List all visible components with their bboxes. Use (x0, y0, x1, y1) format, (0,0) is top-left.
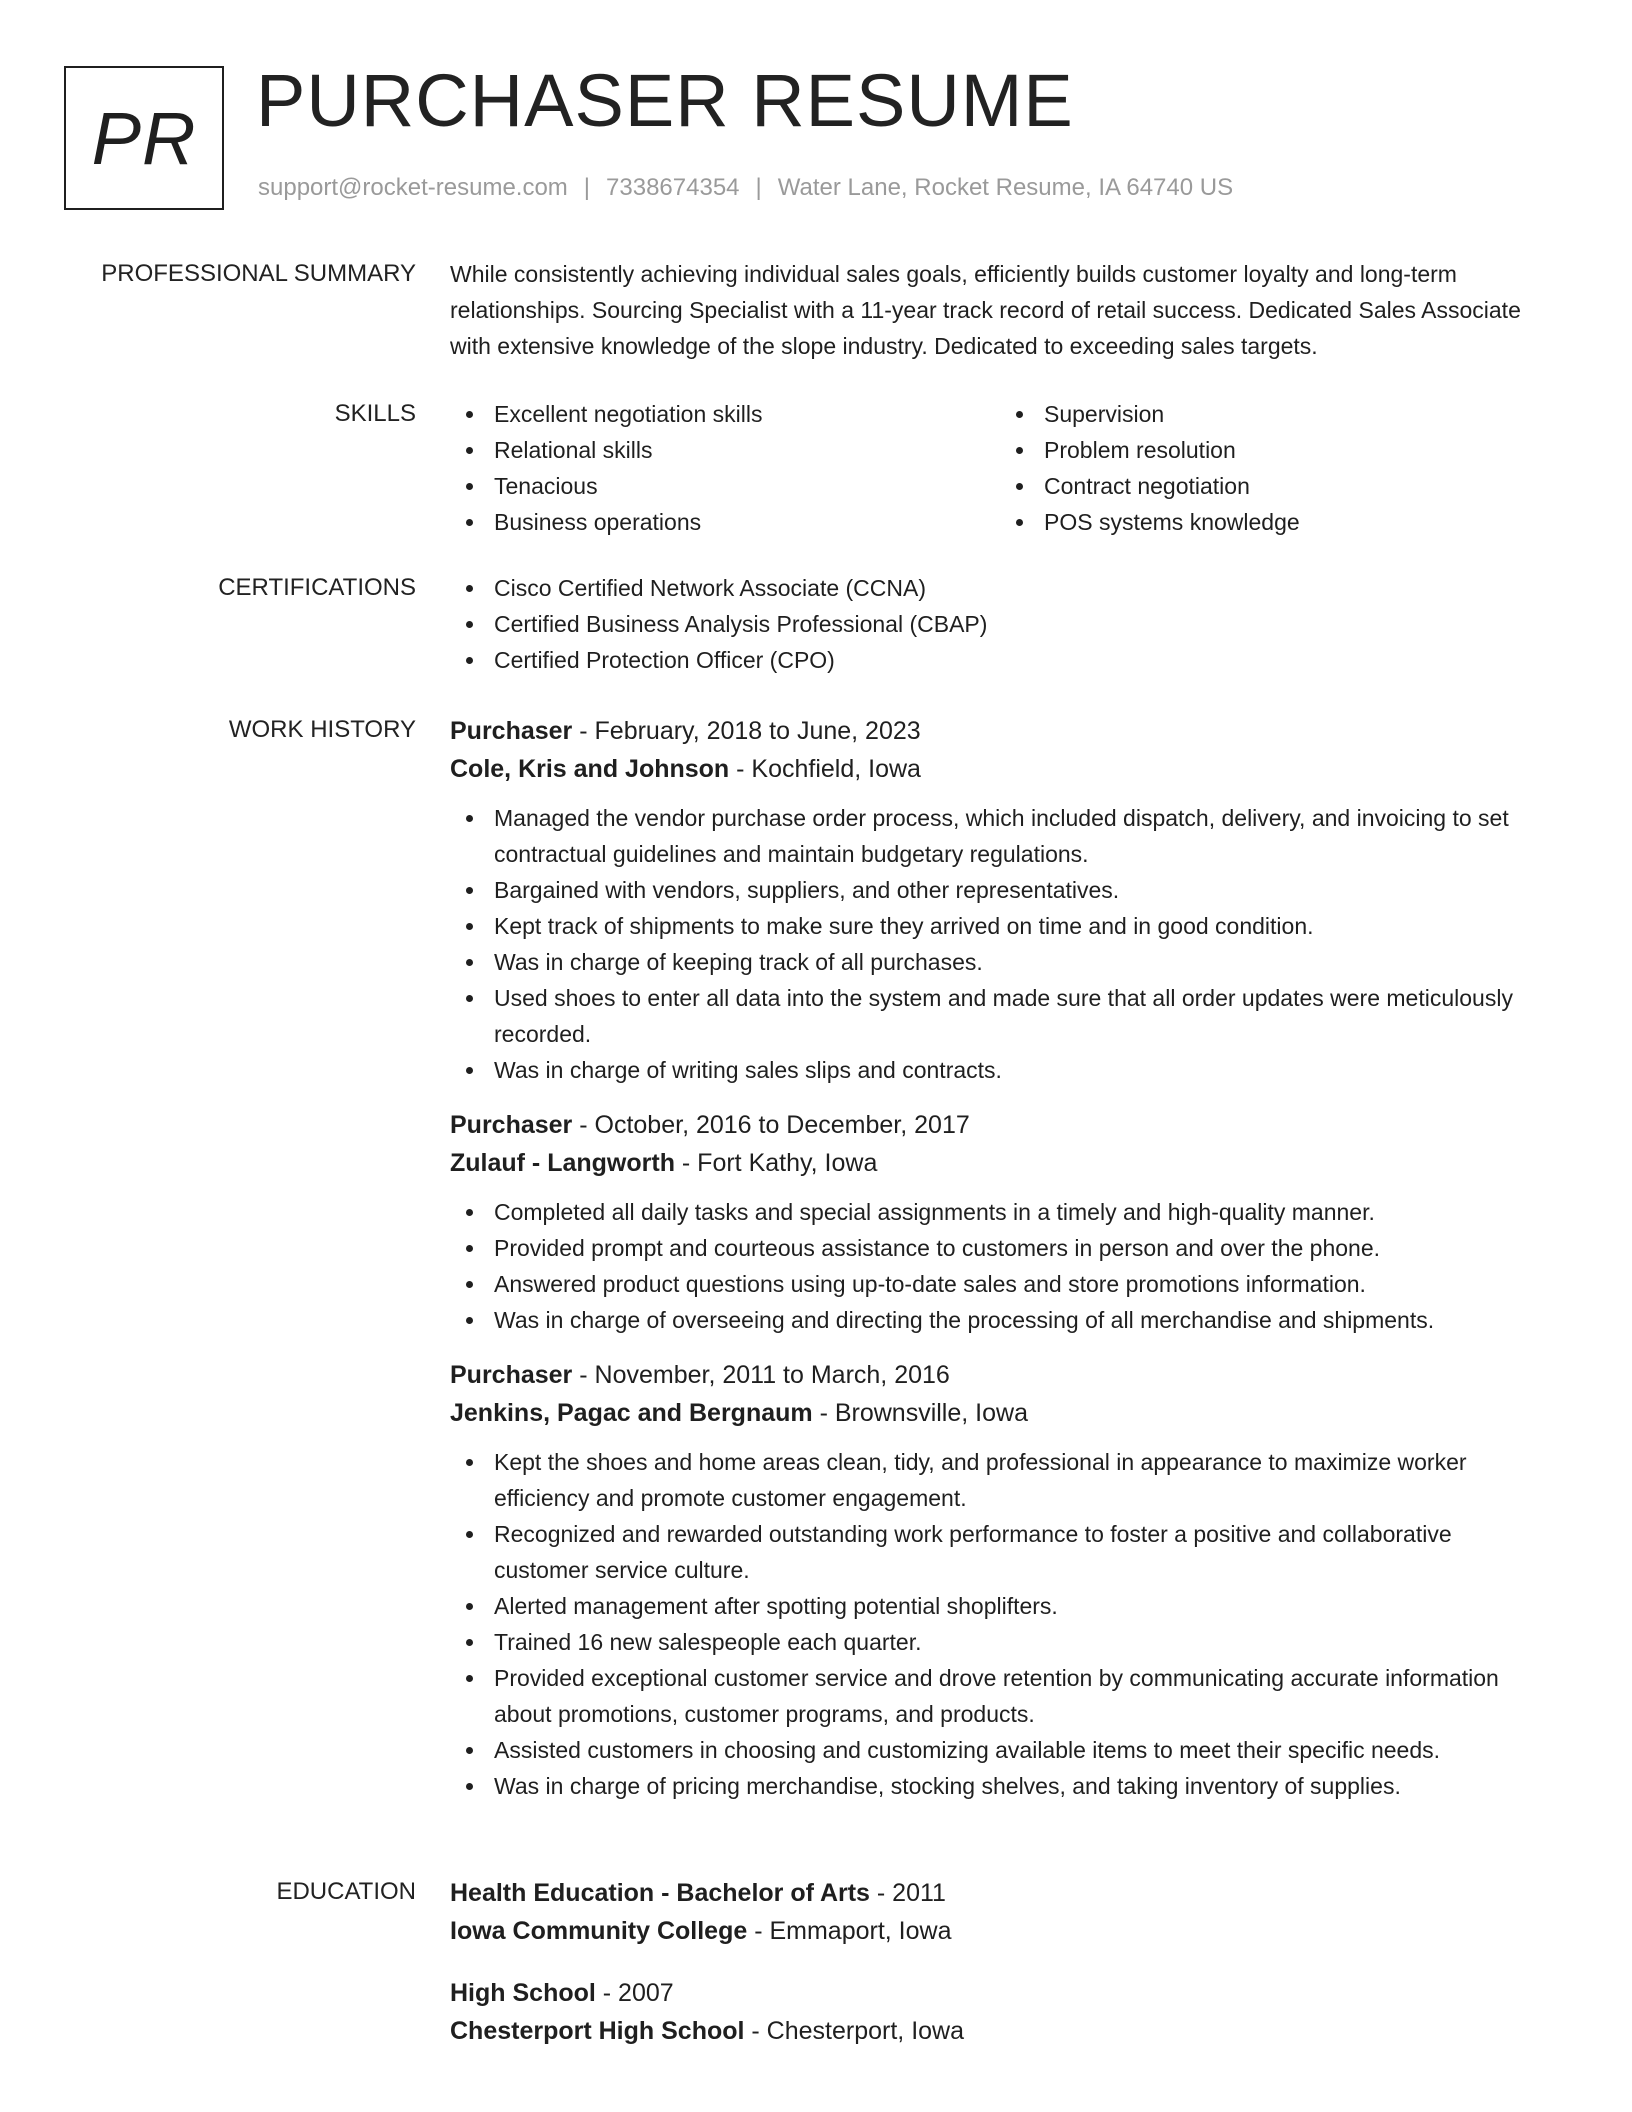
skill-item: Tenacious (450, 468, 1000, 504)
certifications-heading: CERTIFICATIONS (218, 574, 416, 601)
skills-heading: SKILLS (334, 400, 416, 427)
skill-item: Problem resolution (1000, 432, 1550, 468)
certifications-list (450, 570, 1550, 678)
page-title: PURCHASER RESUME (256, 59, 1074, 142)
contact-phone[interactable]: 7338674354 (606, 174, 740, 201)
education-location: - Emmaport, Iowa (747, 1917, 952, 1945)
skill-item: Excellent negotiation skills (450, 396, 1000, 432)
job-dates: - November, 2011 to March, 2016 (572, 1361, 950, 1389)
job-duty: Was in charge of overseeing and directing the processing of all merchandise and shipments. (450, 1302, 1550, 1338)
contact-separator: | (583, 174, 591, 201)
skills-list-right (1000, 396, 1550, 540)
job-location: - Fort Kathy, Iowa (674, 1149, 878, 1177)
monogram-badge (64, 66, 224, 210)
monogram-initials: PR (91, 96, 197, 180)
skills-body (450, 396, 1550, 540)
job-title-line (450, 1106, 1550, 1144)
job-duty: Completed all daily tasks and special assignments in a timely and high-quality manner. (450, 1194, 1550, 1230)
skill-item: Contract negotiation (1000, 468, 1550, 504)
contact-separator: | (755, 174, 762, 201)
job-dates: - October, 2016 to December, 2017 (572, 1111, 970, 1139)
education-degree-line (450, 1974, 1550, 2012)
job-location: - Brownsville, Iowa (812, 1399, 1028, 1427)
skills-list-left (450, 396, 1000, 540)
job-duty: Was in charge of pricing merchandise, stocking shelves, and taking inventory of supplies. (450, 1768, 1550, 1804)
job-duty: Provided exceptional customer service and drove retention by communicating accurate information about promotions, customer programs, and products. (450, 1660, 1550, 1732)
job-entry (450, 1356, 1550, 1804)
job-duty: Was in charge of writing sales slips and contracts. (450, 1052, 1550, 1088)
job-entry (450, 1106, 1550, 1338)
education-heading: EDUCATION (276, 1878, 416, 1905)
education-degree: Health Education - Bachelor of Arts (450, 1879, 870, 1907)
summary-heading: PROFESSIONAL SUMMARY (101, 260, 416, 287)
job-title: Purchaser (450, 1111, 573, 1139)
job-duty: Alerted management after spotting potential shoplifters. (450, 1588, 1550, 1624)
job-duty: Kept the shoes and home areas clean, tidy, and professional in appearance to maximize worker efficiency and promote customer engagement. (450, 1444, 1550, 1516)
education-entry (450, 1874, 1550, 1950)
job-title-line (450, 1356, 1550, 1394)
job-duty: Used shoes to enter all data into the system and made sure that all order updates were meticulously recorded. (450, 980, 1550, 1052)
job-entry (450, 712, 1550, 1088)
job-duty: Was in charge of keeping track of all purchases. (450, 944, 1550, 980)
resume-header (64, 59, 1564, 212)
job-title: Purchaser (450, 717, 573, 745)
certification-item: Certified Business Analysis Professional (CBAP) (450, 606, 1550, 642)
job-duties (450, 800, 1550, 1088)
job-duty: Assisted customers in choosing and customizing available items to meet their specific needs. (450, 1732, 1550, 1768)
job-duty: Provided prompt and courteous assistance to customers in person and over the phone. (450, 1230, 1550, 1266)
education-body (450, 1874, 1550, 2068)
certification-item: Certified Protection Officer (CPO) (450, 642, 1550, 678)
skill-item: Business operations (450, 504, 1000, 540)
job-duties (450, 1444, 1550, 1804)
skill-item: Supervision (1000, 396, 1550, 432)
job-location: - Kochfield, Iowa (729, 755, 921, 783)
education-school-line (450, 2012, 1550, 2050)
job-duty: Bargained with vendors, suppliers, and other representatives. (450, 872, 1550, 908)
work-history-body (450, 712, 1550, 1822)
contact-address: Water Lane, Rocket Resume, IA 64740 US (777, 174, 1234, 201)
education-year: - 2011 (869, 1879, 946, 1907)
job-duty: Recognized and rewarded outstanding work performance to foster a positive and collaborative customer service culture. (450, 1516, 1550, 1588)
contact-line (258, 174, 1233, 202)
education-school: Iowa Community College (450, 1917, 748, 1945)
skill-item: POS systems knowledge (1000, 504, 1550, 540)
education-year: - 2007 (595, 1979, 674, 2007)
job-company-line (450, 1394, 1550, 1432)
job-company-line (450, 750, 1550, 788)
summary-text: While consistently achieving individual sales goals, efficiently builds customer loyalty and long-term relationships. Sourcing Specialist with a 11-year track record of retail success. Dedicated Sales Associate with extensive knowledge of the slope industry. Dedicated to exceeding sales targets. (450, 261, 1521, 359)
job-title: Purchaser (450, 1361, 573, 1389)
job-company: Jenkins, Pagac and Bergnaum (450, 1399, 813, 1427)
education-location: - Chesterport, Iowa (744, 2017, 964, 2045)
education-school: Chesterport High School (450, 2017, 745, 2045)
job-duty: Managed the vendor purchase order process, which included dispatch, delivery, and invoicing to set contractual guidelines and maintain budgetary regulations. (450, 800, 1550, 872)
job-duty: Answered product questions using up-to-date sales and store promotions information. (450, 1266, 1550, 1302)
job-title-line (450, 712, 1550, 750)
education-degree-line (450, 1874, 1550, 1912)
job-duties (450, 1194, 1550, 1338)
work-history-heading: WORK HISTORY (228, 716, 416, 743)
education-degree: High School (450, 1979, 596, 2007)
education-school-line (450, 1912, 1550, 1950)
certification-item: Cisco Certified Network Associate (CCNA) (450, 570, 1550, 606)
certifications-body (450, 570, 1550, 678)
job-company-line (450, 1144, 1550, 1182)
contact-email[interactable]: support@rocket-resume.com (258, 174, 568, 201)
job-company: Cole, Kris and Johnson (450, 755, 730, 783)
job-duty: Kept track of shipments to make sure they arrived on time and in good condition. (450, 908, 1550, 944)
skill-item: Relational skills (450, 432, 1000, 468)
education-entry (450, 1974, 1550, 2050)
job-dates: - February, 2018 to June, 2023 (572, 717, 921, 745)
job-company: Zulauf - Langworth (450, 1149, 675, 1177)
job-duty: Trained 16 new salespeople each quarter. (450, 1624, 1550, 1660)
